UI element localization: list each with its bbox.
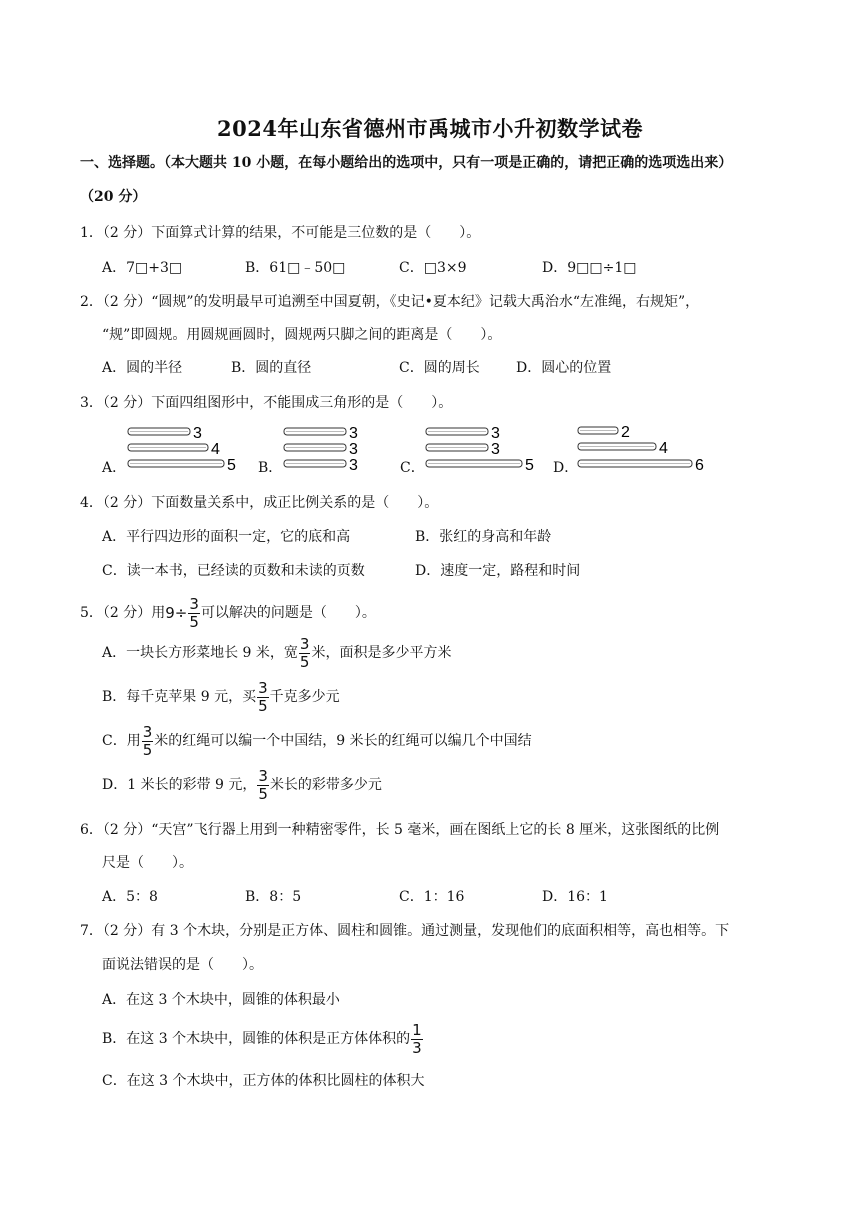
fraction-1-3: $\frac{1}{3}$ [412,1020,422,1057]
question-4-option-c[interactable]: C．读一本书，已经读的页数和未读的页数 [102,563,365,579]
question-1-option-d[interactable]: D．9□□÷1□ [542,260,637,276]
question-6-option-a[interactable]: A．5：8 [102,889,158,905]
question-4-option-a[interactable]: A．平行四边形的面积一定，它的底和高 [102,529,351,545]
stick-b2 [284,444,346,451]
question-2-option-a[interactable]: A．圆的半径 [102,360,183,376]
stick-a2-label: 4 [211,441,220,458]
question-5-option-c[interactable]: C．用 $\frac{3}{5}$ 米的红绳可以编一个中国结，9 米长的红绳可以编几个中国结 [102,722,532,759]
question-7-option-c[interactable]: C．在这 3 个木块中，正方体的体积比圆柱的体积大 [102,1073,425,1089]
question-1-option-b[interactable]: B．61□﹣50□ [245,260,346,276]
section-heading-score: （20 分） [80,189,147,205]
stick-b3-label: 3 [349,457,358,474]
question-5-stem-pre: 5．（2 分）用 [80,605,166,621]
stick-b1-label: 3 [349,425,358,442]
question-7-stem: 7．（2 分）有 3 个木块，分别是正方体、圆柱和圆锥。通过测量，发现他们的底面积相等，高也相等。下 [80,923,730,939]
fraction-3-5: $\frac{3}{5}$ [258,678,268,715]
stick-group-a [125,425,240,475]
question-6-option-d[interactable]: D．16：1 [542,889,608,905]
question-2-option-d[interactable]: D．圆心的位置 [516,360,612,376]
question-6-option-c[interactable]: C．1：16 [399,889,465,905]
question-3-option-a[interactable]: A． [102,460,127,476]
stick-c3-label: 5 [525,457,534,474]
stick-d3 [578,460,692,467]
question-5-option-a[interactable]: A．一块长方形菜地长 9 米，宽 $\frac{3}{5}$ 米，面积是多少平方米 [102,634,452,671]
question-2-stem-cont: “规”即圆规。用圆规画圆时，圆规两只脚之间的距离是（ ）。 [102,327,502,343]
question-4-stem: 4．（2 分）下面数量关系中，成正比例关系的是（ ）。 [80,495,439,511]
stick-b2-label: 3 [349,441,358,458]
stick-a1 [128,428,190,435]
fraction-3-5: $\frac{3}{5}$ [142,722,153,759]
question-3-stem: 3．（2 分）下面四组图形中，不能围成三角形的是（ ）。 [80,395,453,411]
stick-c2-label: 3 [491,441,500,458]
question-1-option-c[interactable]: C．□3×9 [399,260,467,276]
stick-a3 [128,460,224,467]
question-3-option-c[interactable]: C． [400,460,425,476]
question-7-option-a[interactable]: A．在这 3 个木块中，圆锥的体积最小 [102,992,340,1008]
stick-d2 [578,443,656,450]
stick-d1 [578,427,618,434]
stick-d2-label: 4 [659,440,668,457]
stick-c3 [426,460,522,467]
question-5-stem [80,596,376,630]
question-2-option-b[interactable]: B．圆的直径 [231,360,312,376]
question-6-option-b[interactable]: B．8：5 [245,889,302,905]
question-5-expr-int: 9÷ [165,604,188,622]
question-5-stem-post: 可以解决的问题是（ ）。 [200,605,376,621]
question-3-option-d[interactable]: D． [553,460,579,476]
stick-a1-label: 3 [193,425,202,442]
question-4-option-d[interactable]: D．速度一定，路程和时间 [415,563,581,579]
stick-b3 [284,460,346,467]
stick-c2 [426,444,488,451]
question-6-stem-cont: 尺是（ ）。 [102,855,193,871]
question-2-option-c[interactable]: C．圆的周长 [399,360,480,376]
section-heading: 一、选择题。（本大题共 10 小题，在每小题给出的选项中，只有一项是正确的，请把正确的选项选出来） [80,155,733,171]
stick-a3-label: 5 [227,457,236,474]
stick-c1-label: 3 [491,425,500,442]
question-7-stem-cont: 面说法错误的是（ ）。 [102,957,263,973]
question-3-option-b[interactable]: B． [258,460,283,476]
stick-d3-label: 6 [695,457,704,474]
question-1-option-a[interactable]: A．7□+3□ [102,260,183,276]
fraction-3-5: $\frac{3}{5}$ [299,634,310,671]
page-title: 2024年山东省德州市禹城市小升初数学试卷 [217,116,643,141]
fraction-3-5: $\frac{3}{5}$ [258,766,268,803]
stick-group-b [281,425,371,475]
stick-group-d [575,423,715,475]
stick-a2 [128,444,208,451]
stick-b1 [284,428,346,435]
question-1-stem: 1．（2 分）下面算式计算的结果，不可能是三位数的是（ ）。 [80,225,481,241]
question-5-option-b[interactable]: B．每千克苹果 9 元，买 $\frac{3}{5}$ 千克多少元 [102,678,340,715]
question-6-stem: 6．（2 分）“天宫”飞行器上用到一种精密零件，长 5 毫米，画在图纸上它的长 8 厘米，这张图纸的比例 [80,822,720,838]
stick-d1-label: 2 [621,424,630,441]
question-5-fraction: $\frac{3}{5}$ [189,594,199,631]
stick-c1 [426,428,488,435]
question-7-option-b[interactable]: B．在这 3 个木块中，圆锥的体积是正方体体积的 $\frac{1}{3}$ [102,1020,422,1057]
stick-group-c [423,425,543,475]
question-4-option-b[interactable]: B．张红的身高和年龄 [415,529,552,545]
question-2-stem: 2．（2 分）“圆规”的发明最早可追溯至中国夏朝，《史记•夏本纪》记载大禹治水“左准绳，右规矩”， [80,294,700,310]
question-5-option-d[interactable]: D．1 米长的彩带 9 元， $\frac{3}{5}$ 米长的彩带多少元 [102,766,382,803]
